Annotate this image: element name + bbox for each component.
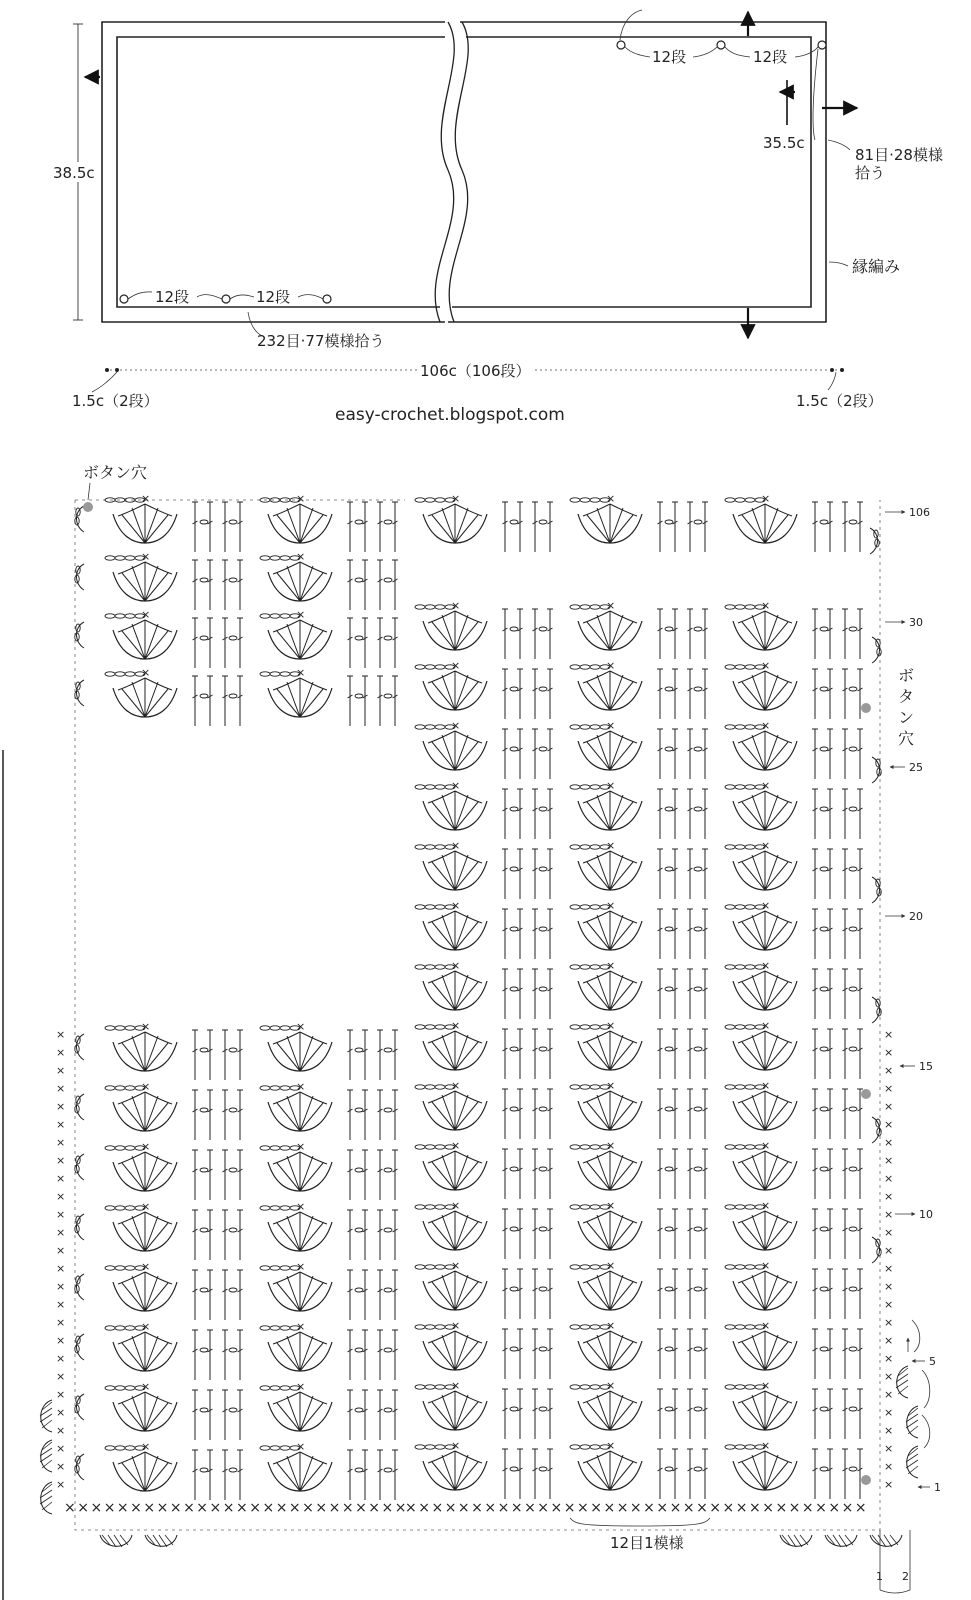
edging-label: 縁編み: [852, 257, 901, 276]
svg-text:15: 15: [919, 1060, 933, 1073]
svg-text:×: ×: [56, 1280, 66, 1293]
rows-label-right-2: 12段: [753, 48, 788, 66]
svg-text:×: ×: [884, 1046, 894, 1059]
row-markers: [885, 506, 941, 1494]
source-watermark: easy-crochet.blogspot.com: [335, 405, 565, 425]
rows-label-left-1: 12段: [155, 288, 190, 306]
svg-text:×: ×: [56, 1352, 66, 1365]
svg-text:××××××××××××××××××××××××××××××: ×××××××××××××××××××××××××××××××××××: [405, 1500, 869, 1516]
bottom-pickup-label: 232目·77模様拾う: [257, 332, 385, 350]
svg-text:×: ×: [884, 1028, 894, 1041]
stitch-count-2: 2: [902, 1570, 909, 1583]
left-margin-label: 1.5c（2段）: [72, 392, 159, 410]
svg-text:×: ×: [56, 1478, 66, 1491]
scarf-outline: [102, 22, 445, 322]
svg-text:106: 106: [909, 506, 930, 519]
svg-text:×: ×: [56, 1136, 66, 1149]
svg-text:×: ×: [56, 1190, 66, 1203]
side-width-label: 35.5c: [763, 134, 805, 152]
svg-text:×: ×: [884, 1208, 894, 1221]
svg-text:×: ×: [884, 1424, 894, 1437]
buttonhole-markers: [120, 41, 826, 303]
svg-text:×: ×: [884, 1406, 894, 1419]
repeat-label: 12目1模様: [610, 1534, 684, 1552]
svg-text:×: ×: [884, 1316, 894, 1329]
svg-text:×: ×: [56, 1262, 66, 1275]
rows-label-right-1: 12段: [652, 48, 687, 66]
svg-text:×: ×: [56, 1082, 66, 1095]
svg-text:1: 1: [934, 1481, 941, 1494]
svg-text:×: ×: [56, 1334, 66, 1347]
right-margin-label: 1.5c（2段）: [796, 392, 883, 410]
svg-text:×: ×: [56, 1298, 66, 1311]
svg-text:×: ×: [884, 1352, 894, 1365]
buttonhole-label-top: ボタン穴: [83, 463, 148, 482]
svg-text:×: ×: [56, 1028, 66, 1041]
buttonhole-label-right: [898, 666, 914, 748]
svg-text:×: ×: [884, 1064, 894, 1077]
svg-text:×: ×: [884, 1100, 894, 1113]
svg-text:×: ×: [884, 1370, 894, 1383]
svg-text:ボ: ボ: [898, 666, 915, 685]
svg-text:×: ×: [884, 1460, 894, 1473]
svg-text:穴: 穴: [898, 729, 915, 748]
height-dimension: 38.5c: [53, 164, 95, 182]
svg-text:30: 30: [909, 616, 923, 629]
svg-text:×: ×: [56, 1100, 66, 1113]
svg-text:5: 5: [929, 1355, 936, 1368]
svg-text:×: ×: [56, 1154, 66, 1167]
svg-text:×: ×: [884, 1190, 894, 1203]
svg-text:××××××××××××××××××××××××××: ××××××××××××××××××××××××××: [64, 1500, 408, 1516]
svg-text:×: ×: [884, 1478, 894, 1491]
svg-text:25: 25: [909, 761, 923, 774]
svg-text:タ: タ: [898, 687, 915, 706]
side-pickup-label-2: 拾う: [855, 164, 886, 182]
svg-text:×: ×: [56, 1064, 66, 1077]
svg-text:×: ×: [884, 1262, 894, 1275]
total-length-label: 106c（106段）: [420, 362, 531, 380]
svg-text:×: ×: [884, 1334, 894, 1347]
svg-text:×: ×: [884, 1136, 894, 1149]
svg-text:×: ×: [884, 1082, 894, 1095]
stitch-count-1: 1: [876, 1570, 883, 1583]
svg-text:×: ×: [56, 1046, 66, 1059]
svg-text:10: 10: [919, 1208, 933, 1221]
rows-label-left-2: 12段: [256, 288, 291, 306]
svg-text:×: ×: [884, 1154, 894, 1167]
svg-text:×: ×: [56, 1208, 66, 1221]
svg-text:×: ×: [884, 1442, 894, 1455]
svg-text:ン: ン: [898, 708, 915, 727]
svg-text:×: ×: [56, 1226, 66, 1239]
svg-text:20: 20: [909, 910, 923, 923]
svg-text:×: ×: [56, 1406, 66, 1419]
svg-text:×: ×: [884, 1388, 894, 1401]
svg-text:×: ×: [56, 1442, 66, 1455]
svg-text:×: ×: [884, 1226, 894, 1239]
svg-text:×: ×: [56, 1316, 66, 1329]
svg-text:×: ×: [56, 1424, 66, 1437]
svg-text:×: ×: [884, 1298, 894, 1311]
svg-text:×: ×: [56, 1172, 66, 1185]
svg-text:×: ×: [56, 1370, 66, 1383]
svg-text:×: ×: [56, 1244, 66, 1257]
schematic: [50, 10, 943, 410]
svg-text:×: ×: [884, 1172, 894, 1185]
svg-text:×: ×: [56, 1118, 66, 1131]
svg-text:×: ×: [56, 1460, 66, 1473]
svg-text:×: ×: [56, 1388, 66, 1401]
svg-text:×: ×: [884, 1280, 894, 1293]
svg-text:×: ×: [884, 1118, 894, 1131]
side-pickup-label: 81目·28模様: [855, 146, 943, 164]
svg-text:×: ×: [884, 1244, 894, 1257]
stitch-chart: [40, 463, 941, 1593]
